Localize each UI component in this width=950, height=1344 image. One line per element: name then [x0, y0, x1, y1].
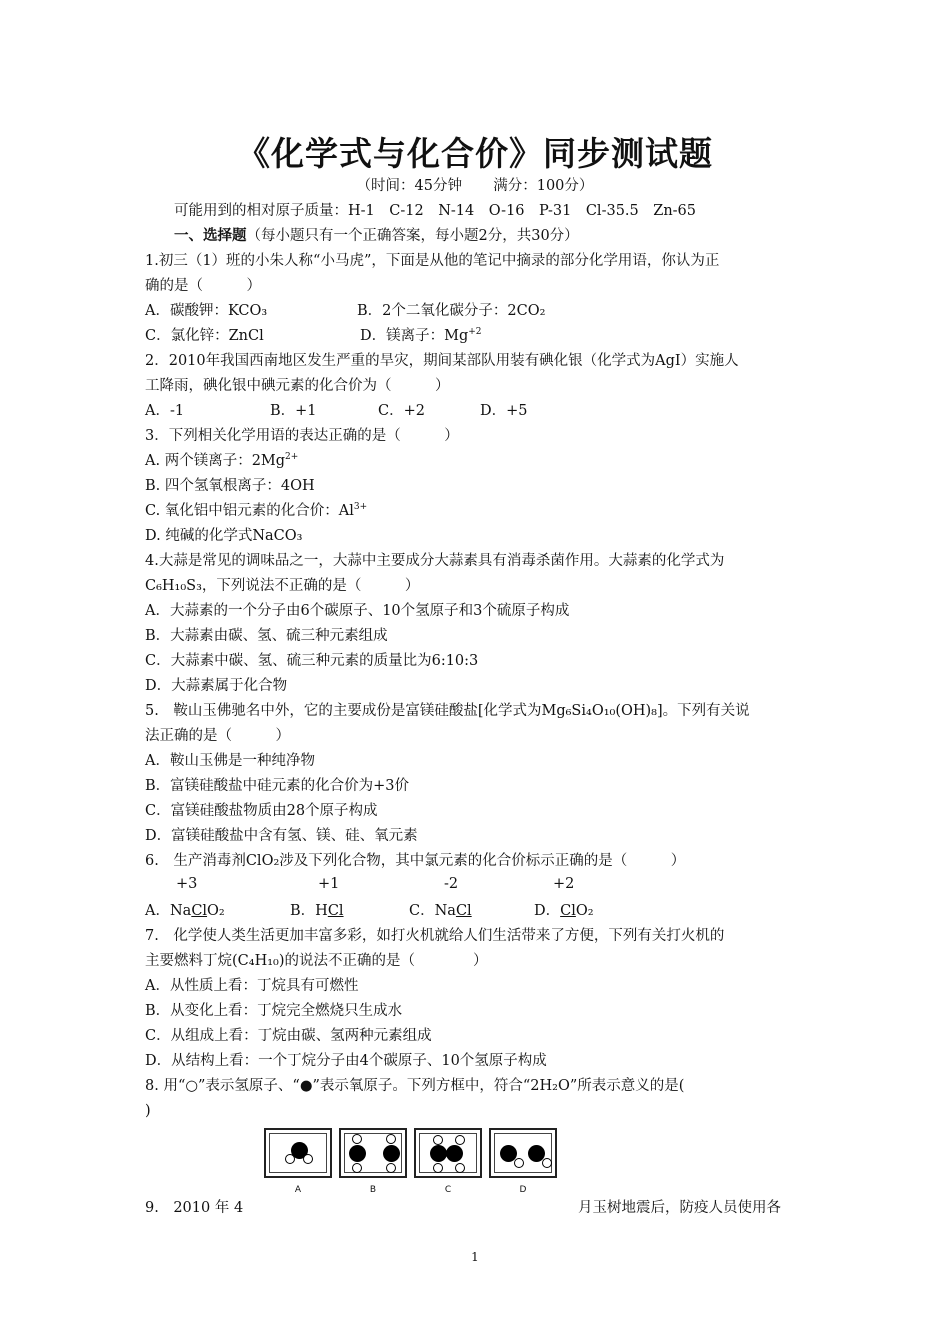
figure-label-c: C — [444, 1185, 452, 1195]
q1-stem-line1: 1.初三（1）班的小朱人称“小马虎”，下面是从他的笔记中摘录的部分化学用语，你认为正 — [145, 253, 720, 269]
q4-option-d: D．大蒜素属于化合物 — [145, 678, 288, 694]
q6-option-d — [534, 901, 594, 921]
q2-stem-line2: 工降雨，碘化银中碘元素的化合价为（ ） — [145, 378, 450, 394]
hydrogen-atom — [433, 1163, 443, 1173]
q1-option-d-charge: +2 — [468, 327, 482, 338]
q3-stem: 3．下列相关化学用语的表达正确的是（ ） — [145, 428, 459, 444]
hydrogen-atom — [386, 1134, 396, 1144]
q5-stem-line2: 法正确的是（ ） — [145, 728, 290, 744]
q6-option-d-prefix: D． — [534, 903, 561, 919]
q9-stem-left: 9. 2010 年 4 — [145, 1200, 244, 1216]
q9-stem-right: 月玉树地震后，防疫人员使用各 — [578, 1200, 781, 1216]
hydrogen-atom — [514, 1158, 524, 1168]
q6-option-a-suffix: O₂ — [207, 903, 225, 919]
section-heading — [174, 226, 579, 246]
q6-valence-b: +1 — [318, 876, 340, 892]
figure-label-a: A — [294, 1185, 302, 1195]
q6-options — [145, 901, 594, 921]
hydrogen-atom — [386, 1163, 396, 1173]
q8-stem-line2: ) — [145, 1103, 151, 1119]
hydrogen-atom — [352, 1134, 362, 1144]
q7-stem-line2: 主要燃料丁烷(C₄H₁₀)的说法不正确的是（ ） — [145, 953, 488, 969]
q1-option-c: C．氯化锌：ZnCl — [145, 328, 264, 344]
q4-option-a: A．大蒜素的一个分子由6个碳原子、10个氢原子和3个硫原子构成 — [145, 603, 570, 619]
exam-info — [0, 176, 950, 196]
q1-option-d-text: D．镁离子：Mg — [360, 328, 469, 344]
hydrogen-atom — [433, 1135, 443, 1145]
q3-option-a-charge: 2+ — [285, 452, 299, 463]
q6-option-a — [145, 901, 290, 921]
q3-option-c — [145, 501, 367, 521]
hydrogen-atom — [455, 1163, 465, 1173]
oxygen-atom — [430, 1145, 447, 1162]
q6-option-d-marked: Cl — [560, 903, 576, 919]
q1-option-b: B．2个二氧化碳分子：2CO₂ — [357, 303, 546, 319]
q6-option-a-prefix: A．Na — [145, 903, 192, 919]
q7-option-d: D．从结构上看：一个丁烷分子由4个碳原子、10个氢原子构成 — [145, 1053, 547, 1069]
q2-option-a: A．-1 — [145, 403, 185, 419]
q6-option-c-marked: Cl — [455, 903, 472, 919]
time-limit: （时间：45分钟 — [356, 178, 463, 194]
q6-option-a-marked: Cl — [191, 903, 208, 919]
q1-option-a: A．碳酸钾：KCO₃ — [145, 303, 268, 319]
oxygen-atom — [446, 1145, 463, 1162]
section-title: 一、选择题 — [174, 227, 247, 244]
q6-option-c — [409, 901, 534, 921]
q4-stem-line1: 4.大蒜是常见的调味品之一，大蒜中主要成分大蒜素具有消毒杀菌作用。大蒜素的化学式为 — [145, 553, 725, 569]
q3-option-c-charge: 3+ — [353, 502, 368, 513]
q3-option-d: D. 纯碱的化学式NaCO₃ — [145, 528, 303, 544]
q4-stem-line2: C₆H₁₀S₃，下列说法不正确的是（ ） — [145, 578, 420, 594]
q5-option-a: A．鞍山玉佛是一种纯净物 — [145, 753, 315, 769]
q6-valence-d: +2 — [553, 876, 575, 892]
figure-box-a — [264, 1128, 332, 1178]
section-note: （每小题只有一个正确答案，每小题2分，共30分） — [246, 228, 579, 244]
figure-box-b — [339, 1128, 407, 1178]
q1-options-cd — [145, 326, 482, 346]
q4-option-b: B．大蒜素由碳、氢、硫三种元素组成 — [145, 628, 388, 644]
q1-options-ab — [145, 301, 545, 321]
hydrogen-atom — [352, 1163, 362, 1173]
figure-label-b: B — [369, 1185, 377, 1195]
q1-option-d — [360, 326, 482, 346]
q5-option-c: C．富镁硅酸盐物质由28个原子构成 — [145, 803, 378, 819]
q7-stem-line1: 7. 化学使人类生活更加丰富多彩，如打火机就给人们生活带来了方便，下列有关打火机的 — [145, 928, 725, 944]
figure-label-d: D — [519, 1185, 527, 1195]
q2-option-c: C．+2 — [378, 403, 425, 419]
hydrogen-atom — [455, 1135, 465, 1145]
q3-option-b: B. 四个氢氧根离子：4OH — [145, 478, 315, 494]
hydrogen-atom — [303, 1154, 313, 1164]
q1-stem-line2: 确的是（ ） — [145, 278, 261, 294]
q2-option-b: B．+1 — [270, 403, 317, 419]
q2-stem-line1: 2．2010年我国西南地区发生严重的旱灾，期间某部队用装有碘化银（化学式为AgI）实施人 — [145, 353, 739, 369]
q2-option-d: D．+5 — [480, 403, 528, 419]
q7-option-a: A．从性质上看：丁烷具有可燃性 — [145, 978, 359, 994]
oxygen-atom — [349, 1145, 366, 1162]
q8-stem-line1: 8. 用“○”表示氢原子、“●”表示氧原子。下列方框中，符合“2H₂O”所表示意义的是( — [145, 1078, 685, 1094]
page-title: 《化学式与化合价》同步测试题 — [237, 134, 713, 173]
q5-option-b: B．富镁硅酸盐中硅元素的化合价为+3价 — [145, 778, 410, 794]
q3-option-a-text: A. 两个镁离子：2Mg — [145, 453, 286, 469]
full-score: 满分：100分） — [493, 178, 594, 194]
q6-option-d-suffix: O₂ — [575, 903, 594, 919]
hydrogen-atom — [285, 1154, 295, 1164]
q6-option-b-marked: Cl — [327, 903, 344, 919]
q6-valence-a: +3 — [176, 876, 198, 892]
q5-option-d: D．富镁硅酸盐中含有氢、镁、硅、氧元素 — [145, 828, 418, 844]
q6-option-b-prefix: B．H — [290, 903, 328, 919]
q7-option-c: C．从组成上看：丁烷由碳、氢两种元素组成 — [145, 1028, 432, 1044]
page-number: 1 — [471, 1250, 479, 1264]
atomic-masses: 可能用到的相对原子质量：H-1 C-12 N-14 O-16 P-31 Cl-35.5 Zn-65 — [174, 203, 697, 219]
q6-option-c-prefix: C．Na — [409, 903, 456, 919]
q3-option-a — [145, 451, 298, 471]
figure-box-d — [489, 1128, 557, 1178]
q5-stem-line1: 5. 鞍山玉佛驰名中外，它的主要成份是富镁硅酸盐[化学式为Mg₆Si₄O₁₀(OH)₈]。下列有关说 — [145, 703, 750, 719]
q2-options — [145, 401, 528, 421]
q4-option-c: C．大蒜素中碳、氢、硫三种元素的质量比为6:10:3 — [145, 653, 479, 669]
q6-valence-c: -2 — [444, 876, 459, 892]
hydrogen-atom — [542, 1158, 552, 1168]
figure-box-c — [414, 1128, 482, 1178]
q7-option-b: B．从变化上看：丁烷完全燃烧只生成水 — [145, 1003, 403, 1019]
q3-option-c-text: C. 氧化铝中铝元素的化合价：Al — [145, 503, 354, 519]
q6-option-b — [290, 901, 409, 921]
q6-stem: 6. 生产消毒剂ClO₂涉及下列化合物，其中氯元素的化合价标示正确的是（ ） — [145, 853, 686, 869]
oxygen-atom — [383, 1145, 400, 1162]
